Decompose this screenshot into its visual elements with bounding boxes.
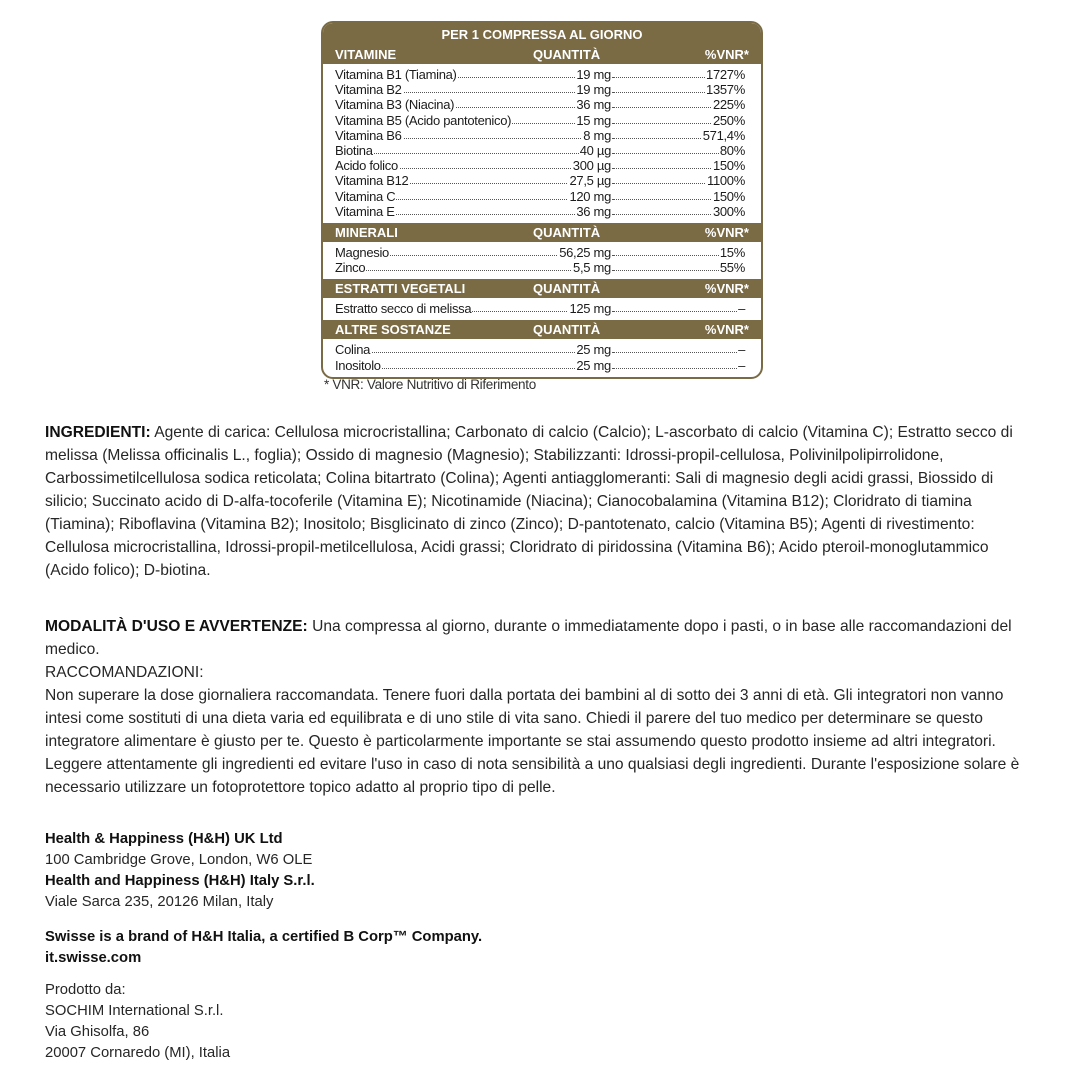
nutrient-vnr: 225%	[712, 97, 745, 113]
nutrient-quantity: 25 mg	[576, 342, 611, 358]
section-body	[323, 242, 761, 279]
table-row	[323, 301, 761, 316]
nutrient-vnr: –	[738, 301, 745, 317]
nutrient-vnr: 1357%	[706, 82, 745, 98]
leader-dots	[337, 153, 613, 154]
nutrient-vnr: –	[738, 357, 745, 373]
section-qty-label: QUANTITÀ	[533, 322, 601, 338]
nutrient-vnr: 1100%	[706, 173, 745, 189]
nutrient-name: Magnesio	[335, 244, 389, 260]
table-sections	[323, 45, 761, 377]
nutrient-quantity: 5,5 mg	[573, 260, 611, 276]
nutrient-name: Vitamina B1 (Tiamina)	[335, 67, 457, 82]
usage-text: Una compressa al giorno, durante o immediatamente dopo i pasti, o in base alle raccomandazioni del medico.	[45, 618, 1012, 658]
nutrient-name: Colina	[335, 342, 371, 358]
nutrition-table	[321, 21, 763, 379]
nutrient-quantity: 300 µg	[572, 158, 611, 174]
table-row	[323, 173, 761, 188]
nutrient-name: Vitamina B2	[335, 82, 402, 98]
nutrient-vnr: 150%	[712, 158, 745, 174]
section-name: MINERALI	[335, 224, 398, 240]
section-vnr-label: %VNR*	[704, 224, 749, 240]
nutrient-quantity: 36 mg	[576, 97, 611, 113]
nutrient-vnr: 300%	[712, 203, 745, 219]
section-name: ALTRE SOSTANZE	[335, 322, 451, 338]
section-qty-label: QUANTITÀ	[533, 224, 601, 240]
nutrient-quantity: 120 mg	[569, 188, 611, 204]
section-header	[323, 320, 761, 339]
it-company-address: Viale Sarca 235, 20126 Milan, Italy	[45, 894, 274, 910]
table-row	[323, 245, 761, 260]
producer-street: Via Ghisolfa, 86	[45, 1024, 150, 1040]
usage-label: MODALITÀ D'USO E AVVERTENZE:	[45, 618, 308, 635]
table-row	[323, 128, 761, 143]
nutrient-vnr: 150%	[712, 188, 745, 204]
nutrient-vnr: 250%	[712, 112, 745, 128]
section-header	[323, 45, 761, 64]
table-row	[323, 97, 761, 112]
nutrient-vnr: 15%	[719, 244, 745, 260]
section-name: ESTRATTI VEGETALI	[335, 281, 466, 297]
leader-dots	[613, 368, 745, 369]
table-top-header: PER 1 COMPRESSA AL GIORNO	[323, 23, 761, 45]
ingredients-label: INGREDIENTI:	[45, 424, 151, 441]
nutrient-name: Vitamina B6	[335, 127, 402, 143]
nutrient-quantity: 25 mg	[576, 357, 611, 373]
company-addresses	[45, 829, 1035, 913]
brand-statement: Swisse is a brand of H&H Italia, a certified B Corp™ Company.	[45, 929, 483, 945]
section-vnr-label: %VNR*	[704, 281, 749, 297]
table-row	[323, 67, 761, 82]
nutrient-name: Acido folico	[335, 158, 398, 174]
nutrient-quantity: 40 µg	[579, 142, 611, 158]
table-row	[323, 342, 761, 357]
section-header	[323, 279, 761, 298]
section-body	[323, 339, 761, 376]
table-row	[323, 143, 761, 158]
brand-block	[45, 927, 1035, 969]
recommendations-text: Non superare la dose giornaliera raccomandata. Tenere fuori dalla portata dei bambini al di sotto dei 3 anni di età. Gli integratori non vanno intesi come sostituti di una dieta varia ed equilibrata e di uno stile di vita sano. Chiedi il parere del tuo medico per determinare se questo integratore alimentare è giusto per te. Questo è particolarmente importante se stai assumendo questo prodotto insieme ad altri integratori. Leggere attentamente gli ingredienti ed evitare l'uso in caso di nota sensibilità a uno qualsiasi degli ingredienti. Durante l'esposizione solare è necessario utilizzare un fotoprotettore topico adatto al proprio tipo di pelle.	[45, 687, 1020, 796]
it-company-name: Health and Happiness (H&H) Italy S.r.l.	[45, 873, 315, 889]
uk-company-name: Health & Happiness (H&H) UK Ltd	[45, 831, 283, 847]
section-header	[323, 223, 761, 242]
vnr-footnote: * VNR: Valore Nutritivo di Riferimento	[324, 377, 536, 392]
ingredients-paragraph	[45, 421, 1035, 582]
nutrient-quantity: 125 mg	[569, 301, 611, 317]
section-qty-label: QUANTITÀ	[533, 47, 601, 62]
ingredients-text: Agente di carica: Cellulosa microcristallina; Carbonato di calcio (Calcio); L-ascorbato di calcio (Vitamina C); Estratto secco di melissa (Melissa officinalis L., foglia); Ossido di magnesio (Magnesio); Stabilizzanti: Idrossi-propil-cellulosa, Polivinilpolipirrolidone, Carbossimetilcellulosa sodica reticolata; Colina bitartrato (Colina); Agenti antiagglomeranti: Sali di magnesio degli acidi grassi, Biossido di silicio; Succinato acido di D-alfa-tocoferile (Vitamina E); Nicotinamide (Niacina); Cianocobalamina (Vitamina B12); Cloridrato di tiamina (Tiamina); Riboflavina (Vitamina B2); Inositolo; Bisglicinato di zinco (Zinco); D-pantotenato, calcio (Vitamina B5); Agenti di rivestimento: Cellulosa microcristallina, Idrossi-propil-metilcellulosa, Acidi grassi; Cloridrato di piridossina (Vitamina B6); Acido pteroil-monoglutammico (Acido folico); D-biotina.	[45, 424, 1013, 579]
nutrient-name: Vitamina B12	[335, 173, 409, 189]
section-vnr-label: %VNR*	[704, 47, 749, 62]
nutrient-name: Inositolo	[335, 357, 381, 373]
producer-label: Prodotto da:	[45, 982, 126, 998]
section-qty-label: QUANTITÀ	[533, 281, 601, 297]
recommendations-label: RACCOMANDAZIONI:	[45, 664, 204, 681]
leader-dots	[613, 311, 745, 312]
nutrient-quantity: 8 mg	[583, 127, 611, 143]
section-body	[323, 64, 761, 223]
nutrient-name: Estratto secco di melissa	[335, 301, 472, 317]
nutrient-vnr: 80%	[719, 142, 745, 158]
nutrient-name: Vitamina C	[335, 188, 396, 204]
producer-name: SOCHIM International S.r.l.	[45, 1003, 224, 1019]
uk-company-address: 100 Cambridge Grove, London, W6 OLE	[45, 852, 313, 868]
nutrient-vnr: –	[738, 342, 745, 358]
nutrient-quantity: 19 mg	[576, 67, 611, 82]
nutrient-vnr: 55%	[719, 260, 745, 276]
nutrient-quantity: 27,5 µg	[569, 173, 611, 189]
table-row	[323, 260, 761, 275]
table-row	[323, 158, 761, 173]
table-row	[323, 204, 761, 219]
nutrient-quantity: 36 mg	[576, 203, 611, 219]
nutrient-name: Biotina	[335, 142, 373, 158]
section-body	[323, 298, 761, 320]
table-row	[323, 358, 761, 373]
table-row	[323, 82, 761, 97]
table-row	[323, 189, 761, 204]
nutrient-quantity: 15 mg	[576, 112, 611, 128]
nutrient-quantity: 56,25 mg	[559, 244, 611, 260]
section-vnr-label: %VNR*	[704, 322, 749, 338]
nutrient-name: Vitamina E	[335, 203, 395, 219]
nutrient-name: Zinco	[335, 260, 366, 276]
usage-section	[45, 615, 1035, 799]
nutrient-quantity: 19 mg	[576, 82, 611, 98]
producer-block	[45, 980, 1035, 1064]
brand-website[interactable]: it.swisse.com	[45, 950, 142, 966]
leader-dots	[613, 352, 745, 353]
table-row	[323, 113, 761, 128]
nutrient-vnr: 1727%	[706, 67, 745, 82]
producer-city: 20007 Cornaredo (MI), Italia	[45, 1045, 231, 1061]
leader-dots	[337, 352, 613, 353]
nutrient-name: Vitamina B3 (Niacina)	[335, 97, 455, 113]
nutrient-vnr: 571,4%	[702, 127, 745, 143]
section-name: VITAMINE	[335, 47, 397, 62]
nutrient-name: Vitamina B5 (Acido pantotenico)	[335, 112, 512, 128]
